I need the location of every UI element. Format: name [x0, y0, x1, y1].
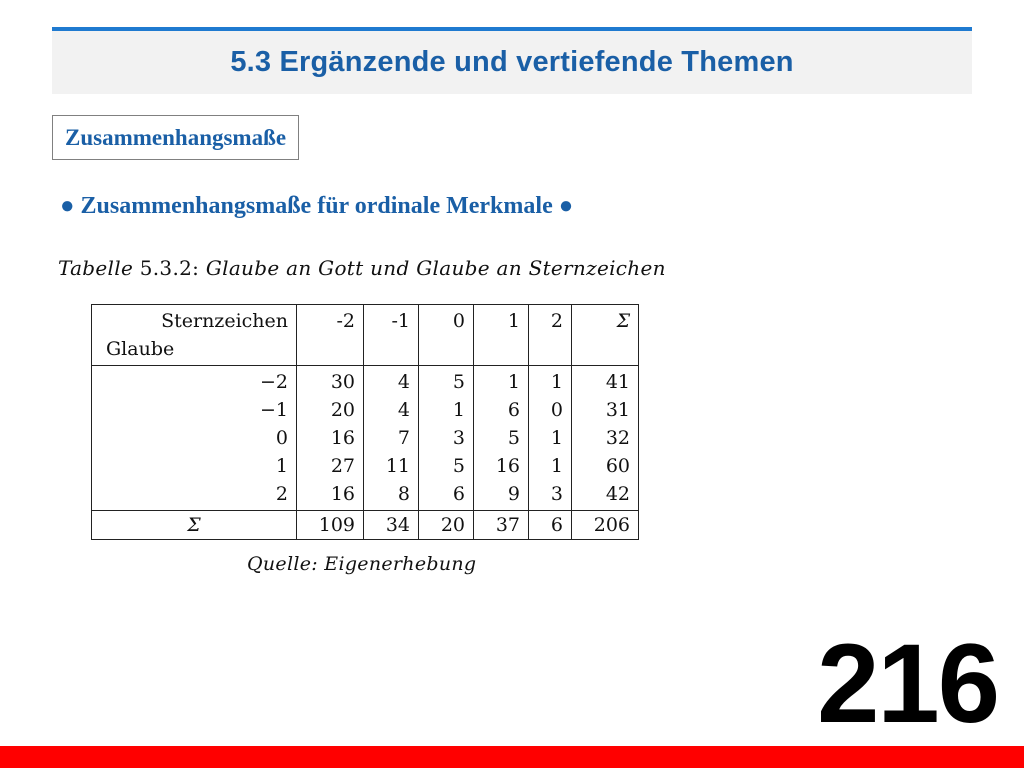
table-cell: 1 — [452, 399, 465, 421]
table-cell: 16 — [330, 427, 355, 449]
table-cell: 9 — [507, 483, 520, 505]
sum-row-label: Σ — [92, 511, 297, 540]
table-cell: 42 — [605, 483, 630, 505]
table-cell: 1 — [550, 371, 563, 393]
row-label: 2 — [275, 483, 288, 505]
table-cell: 16 — [495, 455, 520, 477]
column-header: -1 — [364, 305, 419, 366]
section-label: Zusammenhangsmaße — [65, 124, 287, 150]
column-header: -2 — [297, 305, 364, 366]
row-labels-cell — [92, 366, 297, 511]
column-header-sum: Σ — [572, 305, 639, 366]
table-cell: 41 — [605, 371, 630, 393]
table-cell: 3 — [550, 483, 563, 505]
table-cell: 5 — [452, 455, 465, 477]
row-label: 1 — [275, 455, 288, 477]
table-sum-row — [92, 511, 639, 540]
sum-cell: 109 — [297, 511, 364, 540]
table-cell: 4 — [397, 399, 410, 421]
slide-title: 5.3 Ergänzende und vertiefende Themen — [230, 46, 794, 78]
row-label: −2 — [259, 371, 288, 393]
subheading: ● Zusammenhangsmaße für ordinale Merkmale ● — [60, 193, 574, 219]
header-corner-cell — [92, 305, 297, 366]
table-cell: 7 — [397, 427, 410, 449]
table-cell: 1 — [507, 371, 520, 393]
column-header: 1 — [474, 305, 529, 366]
table-cell: 60 — [605, 455, 630, 477]
footer-bar — [0, 746, 1024, 768]
header-bottom-label: Glaube — [106, 338, 175, 360]
value-column — [297, 366, 364, 511]
table-cell: 32 — [605, 427, 630, 449]
table-header-row — [92, 305, 639, 366]
table-cell: 6 — [452, 483, 465, 505]
table-cell: 0 — [550, 399, 563, 421]
value-column — [419, 366, 474, 511]
caption-prefix: Tabelle — [58, 256, 140, 280]
table-source: Quelle: Eigenerhebung — [247, 553, 477, 575]
table-cell: 16 — [330, 483, 355, 505]
table-cell: 4 — [397, 371, 410, 393]
page-number: 216 — [817, 621, 998, 746]
caption-number: 5.3.2: — [139, 256, 200, 280]
section-label-box — [52, 115, 299, 160]
column-header: 2 — [529, 305, 572, 366]
table-caption — [58, 256, 666, 280]
table-cell: 6 — [507, 399, 520, 421]
row-label: 0 — [275, 427, 288, 449]
table-cell: 5 — [452, 371, 465, 393]
table-cell: 3 — [452, 427, 465, 449]
table-cell: 27 — [330, 455, 355, 477]
row-label: −1 — [259, 399, 288, 421]
sum-cell: 20 — [419, 511, 474, 540]
value-column — [474, 366, 529, 511]
slide-header — [52, 27, 972, 94]
table-cell: 1 — [550, 455, 563, 477]
caption-text: Glaube an Gott und Glaube an Sternzeichen — [199, 256, 666, 280]
column-header: 0 — [419, 305, 474, 366]
sum-cell: 6 — [529, 511, 572, 540]
table-cell: 20 — [330, 399, 355, 421]
header-top-label: Sternzeichen — [161, 310, 288, 332]
grand-total-cell: 206 — [572, 511, 639, 540]
table-cell: 30 — [330, 371, 355, 393]
table-cell: 31 — [605, 399, 630, 421]
contingency-table — [91, 304, 639, 540]
value-column — [529, 366, 572, 511]
sum-cell: 37 — [474, 511, 529, 540]
row-sum-column — [572, 366, 639, 511]
table-cell: 1 — [550, 427, 563, 449]
sum-cell: 34 — [364, 511, 419, 540]
table-cell: 5 — [507, 427, 520, 449]
value-column — [364, 366, 419, 511]
table-body-row — [92, 366, 639, 511]
table-cell: 8 — [397, 483, 410, 505]
table-cell: 11 — [385, 455, 410, 477]
